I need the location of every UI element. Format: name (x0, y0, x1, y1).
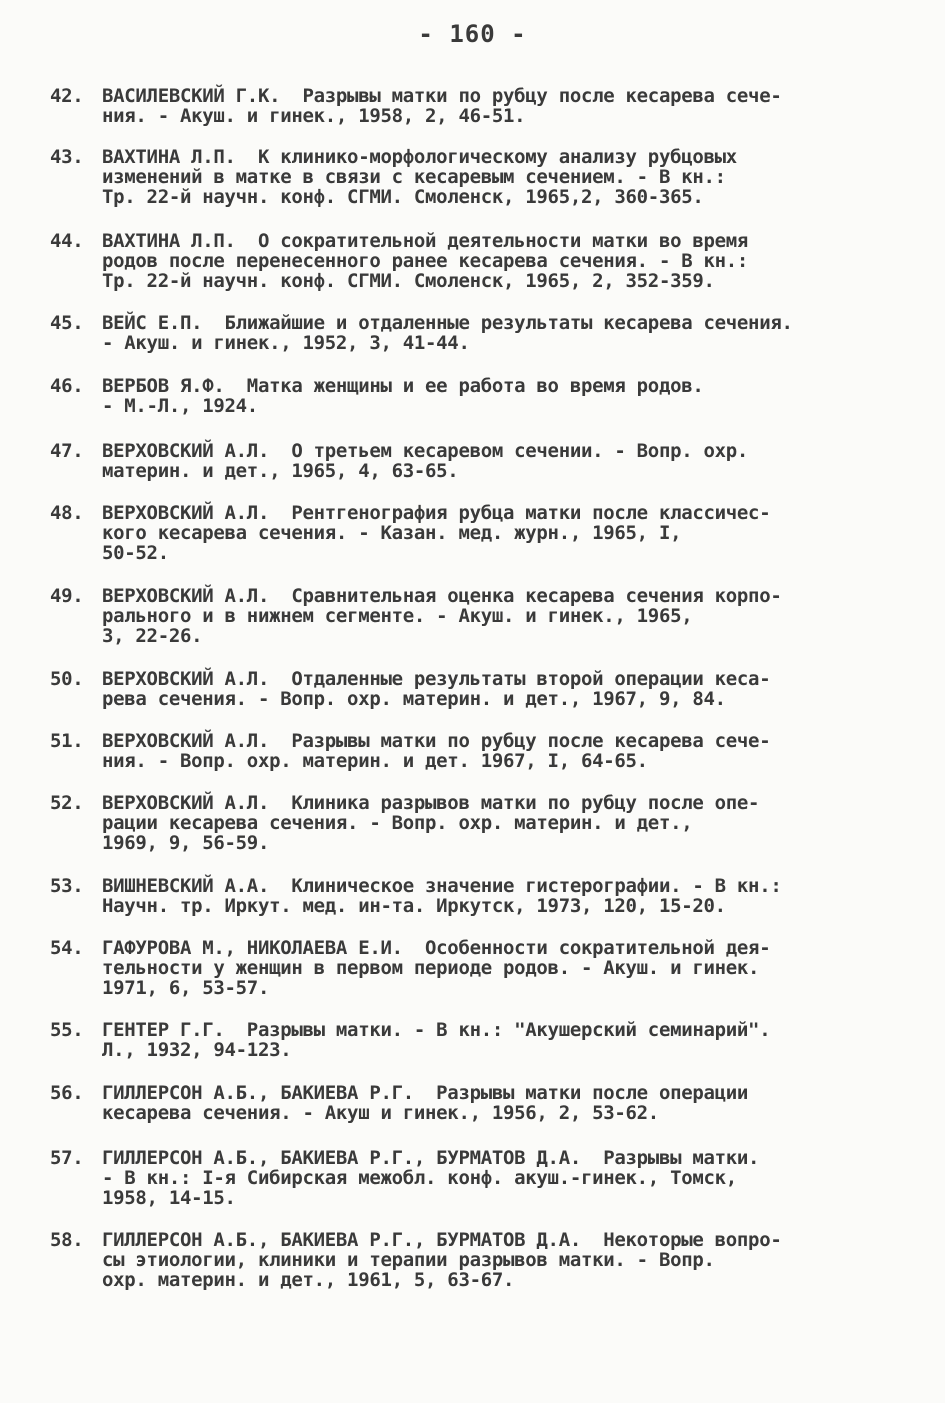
entry-number: 44. (50, 230, 84, 252)
entry-number: 43. (50, 146, 84, 168)
entry-line: Тр. 22-й научн. конф. СГМИ. Смоленск, 1965,2, 360-365. (102, 186, 704, 208)
entry-line: ВИШНЕВСКИЙ А.А. Клиническое значение гистерографии. - В кн.: (102, 875, 782, 897)
entry-text (102, 503, 880, 563)
entry-line: рации кесарева сечения. - Вопр. охр. материн. и дет., (102, 812, 693, 834)
entry-line: ГИЛЛЕРСОН А.Б., БАКИЕВА Р.Г. Разрывы матки после операции (102, 1082, 749, 1104)
entry-number: 49. (50, 585, 84, 607)
entry-number: 54. (50, 937, 84, 959)
entry-text (102, 147, 880, 207)
entry-line: ВЕРХОВСКИЙ А.Л. Разрывы матки по рубцу после кесарева сече- (102, 730, 771, 752)
entry-line: рева сечения. - Вопр. охр. материн. и дет., 1967, 9, 84. (102, 688, 726, 710)
entry-line: ВЕРХОВСКИЙ А.Л. Отдаленные результаты второй операции кеса- (102, 668, 771, 690)
entry-number: 47. (50, 440, 84, 462)
entry-number: 57. (50, 1147, 84, 1169)
entry-number: 55. (50, 1019, 84, 1041)
entry-text (102, 669, 880, 709)
entry-line: Л., 1932, 94-123. (102, 1039, 292, 1061)
bibliography-list (50, 86, 880, 1312)
entry-text (102, 876, 880, 916)
entry-line: кесарева сечения. - Акуш и гинек., 1956, 2, 53-62. (102, 1102, 659, 1124)
entry-text (102, 793, 880, 853)
entry-line: Тр. 22-й научн. конф. СГМИ. Смоленск, 1965, 2, 352-359. (102, 270, 715, 292)
entry-number: 56. (50, 1082, 84, 1104)
entry-number: 53. (50, 875, 84, 897)
bibliography-entry (50, 1020, 880, 1060)
entry-line: ния. - Акуш. и гинек., 1958, 2, 46-51. (102, 105, 526, 127)
entry-line: изменений в матке в связи с кесаревым сечением. - В кн.: (102, 166, 726, 188)
entry-line: сы этиологии, клиники и терапии разрывов матки. - Вопр. (102, 1249, 715, 1271)
entry-number: 58. (50, 1229, 84, 1251)
entry-text (102, 731, 880, 771)
entry-line: кого кесарева сечения. - Казан. мед. журн., 1965, I, (102, 522, 682, 544)
entry-line: ВАХТИНА Л.П. О сократительной деятельности матки во время (102, 230, 749, 252)
entry-text (102, 313, 880, 353)
entry-number: 51. (50, 730, 84, 752)
entry-line: ВЕРБОВ Я.Ф. Матка женщины и ее работа во время родов. (102, 375, 704, 397)
entry-text (102, 376, 880, 416)
entry-line: ВАСИЛЕВСКИЙ Г.К. Разрывы матки по рубцу после кесарева сече- (102, 85, 782, 107)
entry-number: 50. (50, 668, 84, 690)
bibliography-entry (50, 86, 880, 126)
entry-line: ния. - Вопр. охр. материн. и дет. 1967, I, 64-65. (102, 750, 648, 772)
entry-line: ВЕЙС Е.П. Ближайшие и отдаленные результаты кесарева сечения. (102, 312, 793, 334)
entry-number: 45. (50, 312, 84, 334)
bibliography-entry (50, 147, 880, 207)
entry-line: тельности у женщин в первом периоде родов. - Акуш. и гинек. (102, 957, 760, 979)
entry-line: - М.-Л., 1924. (102, 395, 258, 417)
entry-number: 46. (50, 375, 84, 397)
entry-line: - Акуш. и гинек., 1952, 3, 41-44. (102, 332, 470, 354)
entry-line: 3, 22-26. (102, 625, 203, 647)
entry-text (102, 231, 880, 291)
entry-line: ВЕРХОВСКИЙ А.Л. Рентгенография рубца матки после классичес- (102, 502, 771, 524)
entry-line: - В кн.: I-я Сибирская межобл. конф. акуш.-гинек., Томск, (102, 1167, 737, 1189)
bibliography-entry (50, 376, 880, 416)
entry-line: родов после перенесенного ранее кесарева сечения. - В кн.: (102, 250, 749, 272)
entry-line: 1958, 14-15. (102, 1187, 236, 1209)
entry-line: ГИЛЛЕРСОН А.Б., БАКИЕВА Р.Г., БУРМАТОВ Д.А. Некоторые вопро- (102, 1229, 782, 1251)
entry-line: ГЕНТЕР Г.Г. Разрывы матки. - В кн.: "Акушерский семинарий". (102, 1019, 771, 1041)
entry-text (102, 586, 880, 646)
bibliography-entry (50, 313, 880, 353)
entry-text (102, 1083, 880, 1123)
entry-line: ВЕРХОВСКИЙ А.Л. О третьем кесаревом сечении. - Вопр. охр. (102, 440, 749, 462)
bibliography-entry (50, 669, 880, 709)
entry-line: ГАФУРОВА М., НИКОЛАЕВА Е.И. Особенности сократительной дея- (102, 937, 771, 959)
entry-line: 1969, 9, 56-59. (102, 832, 270, 854)
bibliography-entry (50, 441, 880, 481)
entry-line: ГИЛЛЕРСОН А.Б., БАКИЕВА Р.Г., БУРМАТОВ Д.А. Разрывы матки. (102, 1147, 760, 1169)
entry-line: охр. материн. и дет., 1961, 5, 63-67. (102, 1269, 515, 1291)
bibliography-entry (50, 503, 880, 563)
entry-text (102, 1020, 880, 1060)
entry-line: рального и в нижнем сегменте. - Акуш. и гинек., 1965, (102, 605, 693, 627)
entry-line: ВЕРХОВСКИЙ А.Л. Сравнительная оценка кесарева сечения корпо- (102, 585, 782, 607)
bibliography-entry (50, 231, 880, 291)
entry-line: ВАХТИНА Л.П. К клинико-морфологическому анализу рубцовых (102, 146, 737, 168)
entry-number: 52. (50, 792, 84, 814)
entry-text (102, 1230, 880, 1290)
entry-line: Научн. тр. Иркут. мед. ин-та. Иркутск, 1973, 120, 15-20. (102, 895, 726, 917)
page-number: - 160 - (418, 20, 527, 48)
entry-text (102, 86, 880, 126)
entry-number: 42. (50, 85, 84, 107)
bibliography-entry (50, 1083, 880, 1123)
bibliography-entry (50, 1148, 880, 1208)
entry-line: ВЕРХОВСКИЙ А.Л. Клиника разрывов матки по рубцу после опе- (102, 792, 760, 814)
entry-line: 1971, 6, 53-57. (102, 977, 270, 999)
bibliography-entry (50, 793, 880, 853)
entry-text (102, 441, 880, 481)
bibliography-entry (50, 876, 880, 916)
entry-line: 50-52. (102, 542, 169, 564)
entry-line: материн. и дет., 1965, 4, 63-65. (102, 460, 459, 482)
entry-text (102, 938, 880, 998)
bibliography-entry (50, 938, 880, 998)
bibliography-entry (50, 586, 880, 646)
entry-number: 48. (50, 502, 84, 524)
entry-text (102, 1148, 880, 1208)
bibliography-entry (50, 1230, 880, 1290)
bibliography-entry (50, 731, 880, 771)
